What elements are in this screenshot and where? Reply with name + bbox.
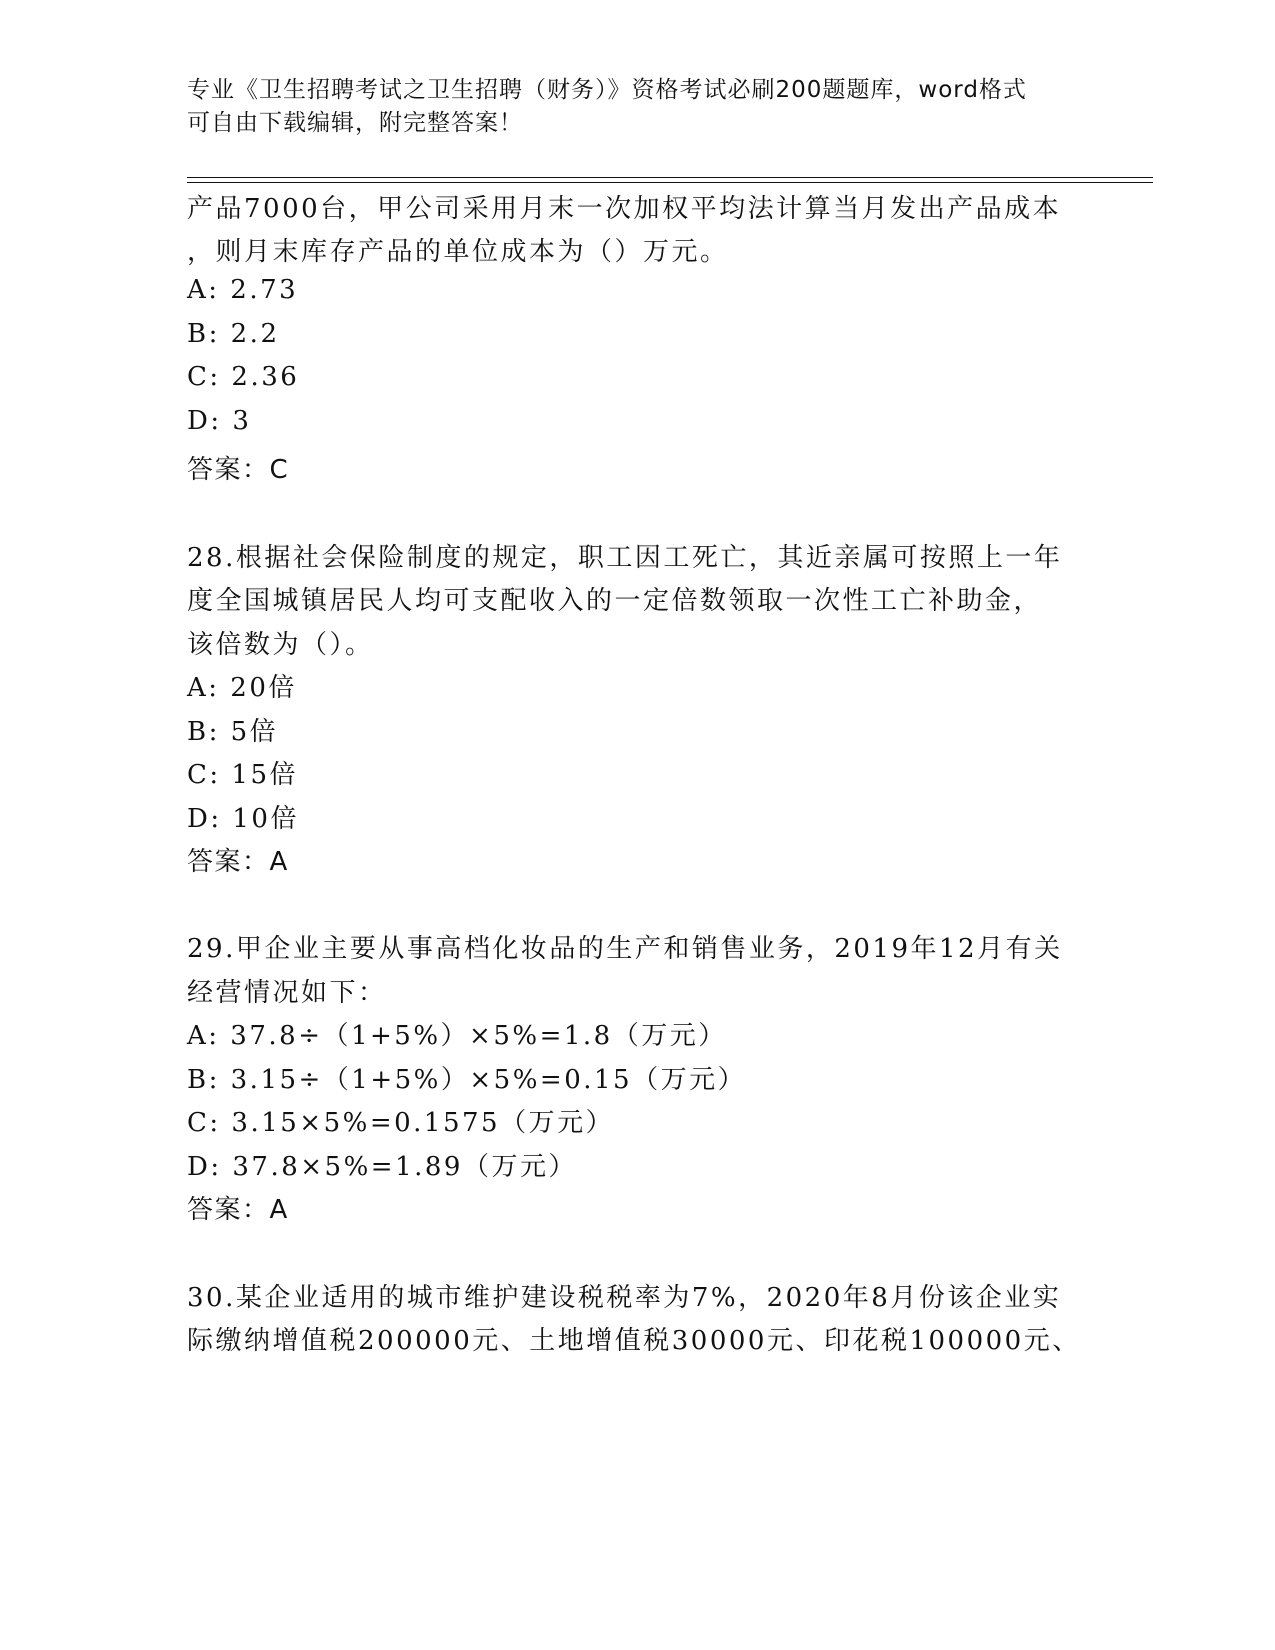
q28-text-line-3: 该倍数为（）。 (187, 630, 374, 660)
q29-option-a: A: 37.8÷（1+5%）×5%=1.8（万元） (187, 1021, 727, 1051)
q27-text-line-1: 产品7000台，甲公司采用月末一次加权平均法计算当月发出产品成本 (187, 194, 1062, 224)
header-title-line-1: 专业《卫生招聘考试之卫生招聘（财务）》资格考试必刷200题题库，word格式 (187, 77, 1027, 103)
header-divider-top (187, 177, 1153, 178)
q28-option-b: B: 5倍 (187, 717, 279, 747)
q28-option-c: C: 15倍 (187, 760, 299, 790)
q28-text-line-2: 度全国城镇居民人均可支配收入的一定倍数领取一次性工亡补助金， (187, 586, 1043, 616)
header-divider-bottom (187, 182, 1153, 183)
q27-text-line-2: ，则月末库存产品的单位成本为（）万元。 (187, 237, 729, 267)
q29-answer: 答案：A (187, 1195, 289, 1225)
q29-text-line-2: 经营情况如下： (187, 978, 387, 1008)
q30-text-line-1: 30.某企业适用的城市维护建设税税率为7%，2020年8月份该企业实 (187, 1283, 1062, 1313)
q29-text-line-1: 29.甲企业主要从事高档化妆品的生产和销售业务，2019年12月有关 (187, 934, 1063, 964)
q27-answer: 答案：C (187, 455, 290, 485)
q27-option-b: B: 2.2 (187, 319, 280, 349)
document-header (187, 74, 1087, 140)
q29-option-b: B: 3.15÷（1+5%）×5%=0.15（万元） (187, 1065, 747, 1095)
q30-text-line-2: 际缴纳增值税200000元、土地增值税30000元、印花税100000元、 (187, 1326, 1081, 1356)
q28-text-line-1: 28.根据社会保险制度的规定，职工因工死亡，其近亲属可按照上一年 (187, 543, 1063, 573)
q27-option-a: A: 2.73 (187, 275, 299, 305)
q29-option-c: C: 3.15×5%=0.1575（万元） (187, 1108, 615, 1138)
q28-answer: 答案：A (187, 847, 289, 877)
q28-option-a: A: 20倍 (187, 673, 297, 703)
q27-option-d: D: 3 (187, 406, 252, 436)
q29-option-d: D: 37.8×5%=1.89（万元） (187, 1152, 577, 1182)
q28-option-d: D: 10倍 (187, 804, 299, 834)
q27-option-c: C: 2.36 (187, 362, 300, 392)
header-title-line-2: 可自由下载编辑，附完整答案！ (187, 110, 523, 136)
